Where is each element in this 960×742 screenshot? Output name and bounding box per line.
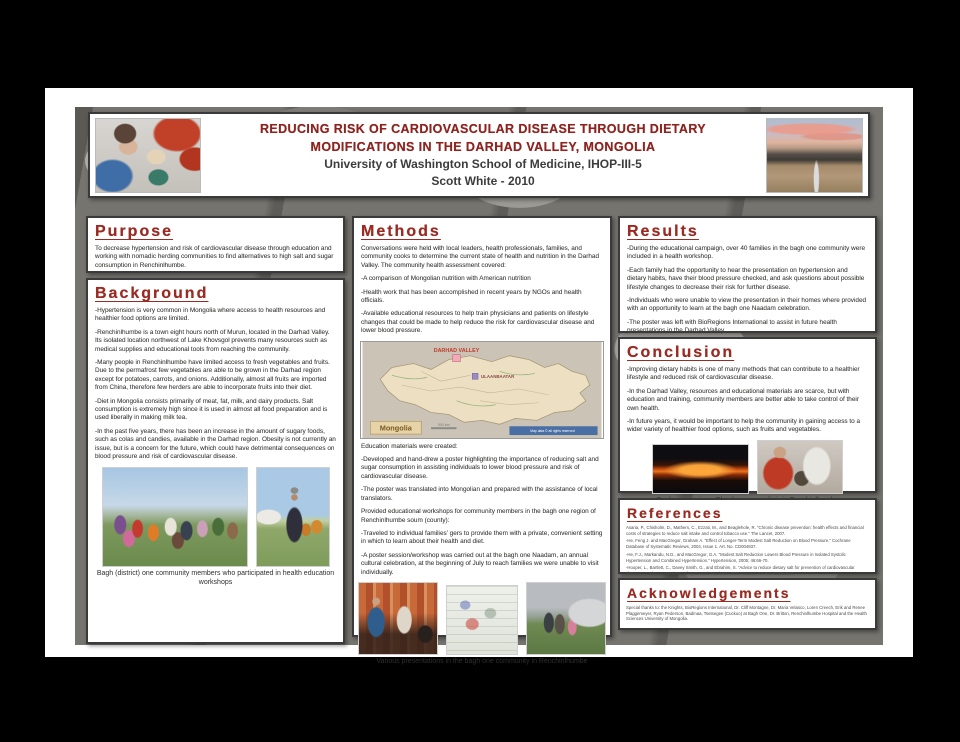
background-paragraph: -Diet in Mongolia consists primarily of meat, fat, milk, and dairy products. Salt consumption is extremely high since it is used in almost all food preparation and is used liberally in making milk tea.	[95, 397, 328, 422]
methods-intro: Conversations were held with local leaders, health professionals, families, and community cooks to determine the current state of health and nutrition in the Darhad Valley. The community health assessment covered:	[361, 245, 600, 269]
header-photo-health-check	[95, 118, 201, 193]
conclusion-panel	[618, 337, 877, 493]
conclusion-heading: Conclusion	[627, 344, 735, 361]
reference-item: -He, F.J., Markandu, N.D., and MacGregor, G.A. “Modest Salt Reduction Lowers Blood Pressure in Isolated Systolic Hypertension and Combined Hypertension.” Hypertension, 2005; 46:66-70.	[626, 551, 846, 563]
methods-education-intro: Education materials were created:	[361, 442, 458, 450]
photo-ger-presentation	[358, 582, 438, 655]
purpose-heading: Purpose	[95, 223, 174, 240]
methods-photo-row	[354, 582, 610, 655]
acknowledgements-body: Special thanks to: the Knights, BioRegions International, Dr. Cliff Montagne, Dr. Maria Velasco, Loren Creech, Erik and Renee Plaggemeyer, Ryan Pederson, Badmaa, Tsetsegee (Cuckoo) at Bagh One, Dr. Britton, Renchinlhumbe Hospital and the Health Sciences University of Mongolia.	[626, 605, 867, 622]
map-copyright-text: Map data © all rights reserved	[530, 428, 575, 433]
map-scale-label: 500 km	[438, 422, 450, 427]
header-photo-darhad-landscape	[766, 118, 863, 193]
results-paragraph: -Individuals who were unable to view the presentation in their homes where provided with an opportunity to learn at the bagh one Naadam celebration.	[627, 297, 867, 313]
photo-bagh-one-sunset	[652, 444, 749, 494]
purpose-panel	[86, 216, 345, 273]
methods-workshop-bullet: -Traveled to individual families’ gers to provide them with a private, convenient setting in which to learn about their health and diet.	[361, 529, 603, 546]
photo-elder-herder	[256, 467, 330, 567]
results-heading: Results	[627, 223, 699, 240]
methods-workshop-bullet: -A poster session/workshop was carried out at the bagh one Naadam, an annual cultural celebration, at the beginning of July to reach families we were unable to visit individually.	[361, 551, 599, 576]
poster-title-line1: REDUCING RISK OF CARDIOVASCULAR DISEASE THROUGH DIETARY	[259, 122, 707, 136]
background-paragraph: -In the past five years, there has been an increase in the amount of sugary foods, such as colas and candies, available in the Darhad region. Obesity is not currently an issue, but is a concern for the future, which could have detrimental consequences on blood pressure and risk of cardiovascular disease.	[95, 427, 336, 461]
conclusion-photo-row	[620, 440, 875, 494]
photo-community-group	[102, 467, 248, 567]
background-paragraph: -Hypertension is very common in Mongolia where access to health resources and healthier food options are limited.	[95, 307, 326, 323]
conclusion-paragraph: -In the Darhad Valley, resources and educational materials are scarce, but with education and training, community members are better able to take control of their own health.	[627, 387, 859, 412]
photo-blood-pressure-clinic	[757, 440, 843, 494]
photo-naadam-workshop	[526, 582, 606, 655]
methods-bullet: -Health work that has been accomplished in recent years by NGOs and health officials.	[361, 288, 582, 305]
methods-panel	[352, 216, 612, 665]
results-panel	[618, 216, 877, 333]
background-photo-caption: Bagh (district) one community members who participated in health education workshops	[96, 569, 335, 586]
map-scale-bar	[431, 427, 456, 429]
methods-education-bullet: -Developed and hand-drew a poster highlighting the importance of reducing salt and sugar consumption in assisting individuals to lower blood pressure and risk of cardiovascular disease.	[361, 456, 599, 480]
results-paragraph: -The poster was left with BioRegions International to assist in future health presentations in the Darhad Valley.	[627, 318, 837, 335]
results-paragraph: -Each family had the opportunity to hear the presentation on hypertension and dietary habits, have their blood pressure checked, and ask questions about possible lifestyle changes to decrease their risk for further disease.	[627, 266, 865, 291]
reference-item: -Hooper, L., Bartlett, C., Davey Smith, G., and Ebrahim, S. “Advice to reduce dietary salt for prevention of cardiovascular disease.” Cochrane Database of Systematic Reviews, 2003; Issue 3. Art. No. CD003656.	[626, 565, 855, 576]
photo-hand-drawn-poster	[446, 585, 518, 655]
background-heading: Background	[95, 285, 209, 302]
institution-subtitle: University of Washington School of Medicine, IHOP-III-5	[324, 157, 642, 171]
header-panel	[88, 112, 870, 198]
conclusion-paragraph: -In future years, it would be important to help the community in gaining access to a wider variety of healthier food options, such as fruits and vegetables.	[627, 418, 861, 434]
acknowledgements-panel	[618, 578, 877, 630]
map-marker-ulaanbaatar	[472, 373, 478, 379]
map-marker-darhad	[453, 354, 461, 361]
methods-education-bullet: -The poster was translated into Mongolian and prepared with the assistance of local translators.	[361, 486, 598, 502]
background-panel	[86, 278, 345, 644]
methods-bullet: -A comparison of Mongolian nutrition with American nutrition	[361, 275, 531, 283]
conclusion-paragraph: -Improving dietary habits is one of many methods that can contribute to a healthier lifestyle and reduced risk of cardiovascular disease.	[627, 366, 860, 382]
map-label-ulaanbaatar: ULAANBAATAR	[481, 373, 515, 379]
background-paragraph: -Renchinlhumbe is a town eight hours north of Murun, located in the Darhad Valley. Its isolated location northwest of Lake Khovsgol prevents many resources such as medical supplies and educational tools from reaching the community.	[95, 328, 330, 353]
methods-workshops-intro: Provided educational workshops for community members in the bagh one region of Renchinlhumbe soum (county):	[361, 508, 596, 524]
references-heading: References	[627, 505, 723, 521]
methods-heading: Methods	[361, 223, 441, 240]
poster-page	[45, 88, 913, 665]
map-label-mongolia: Mongolia	[379, 423, 412, 433]
background-paragraph: -Many people in Renchinlhumbe have limited access to fresh vegetables and fruits. Due to the permafrost few vegetables are able to be grown in the Darhad region except for potatoes, carrots, and onions. Additionally, almost all fruits are imported from China, therefore few herders are able to incorporate fruits into their diet.	[95, 359, 330, 392]
reference-item: Asaria, P., Chisholm, D., Mathers, C., Ezzati, M., and Beaglehole, R. “Chronic disease prevention: health effects and financial costs of strategies to reduce salt intake and control tobacco use.” The Lancet, 2007.	[626, 525, 864, 536]
results-paragraph: -During the educational campaign, over 40 families in the bagh one community were included in a health workshop.	[627, 245, 866, 261]
acknowledgements-heading: Acknowledgements	[627, 585, 791, 601]
poster-stone-background	[75, 107, 883, 665]
author-line: Scott White - 2010	[431, 174, 535, 188]
methods-photo-caption: Various presentations in the bagh one community in Renchinlhumbe	[376, 657, 588, 665]
background-photo-row	[88, 467, 343, 567]
methods-bullet: -Available educational resources to help train physicians and patients on lifestyle changes that could be made to help reduce the risk for cardiovascular disease and lower blood pressure.	[361, 310, 595, 335]
map-label-darhad-valley: DARHAD VALLEY	[433, 347, 480, 354]
purpose-body: To decrease hypertension and risk of cardiovascular disease through education and working with nomadic herding communities to find alternatives to high salt and sugar consumption in Renchinlhumbe.	[95, 245, 334, 269]
mongolia-map	[360, 341, 604, 439]
title-block	[208, 120, 758, 190]
poster-title-line2: MODIFICATIONS IN THE DARHAD VALLEY, MONGOLIA	[310, 140, 656, 154]
references-panel	[618, 498, 877, 574]
reference-item: -He, Feng J. and MacGregor, Graham A. “Effect of Longer-Term Modest Salt Reduction on Blood Pressure.” Cochrane Database of Systematic Reviews, 2004, Issue 1. Art. No. CD004937.	[626, 538, 851, 550]
